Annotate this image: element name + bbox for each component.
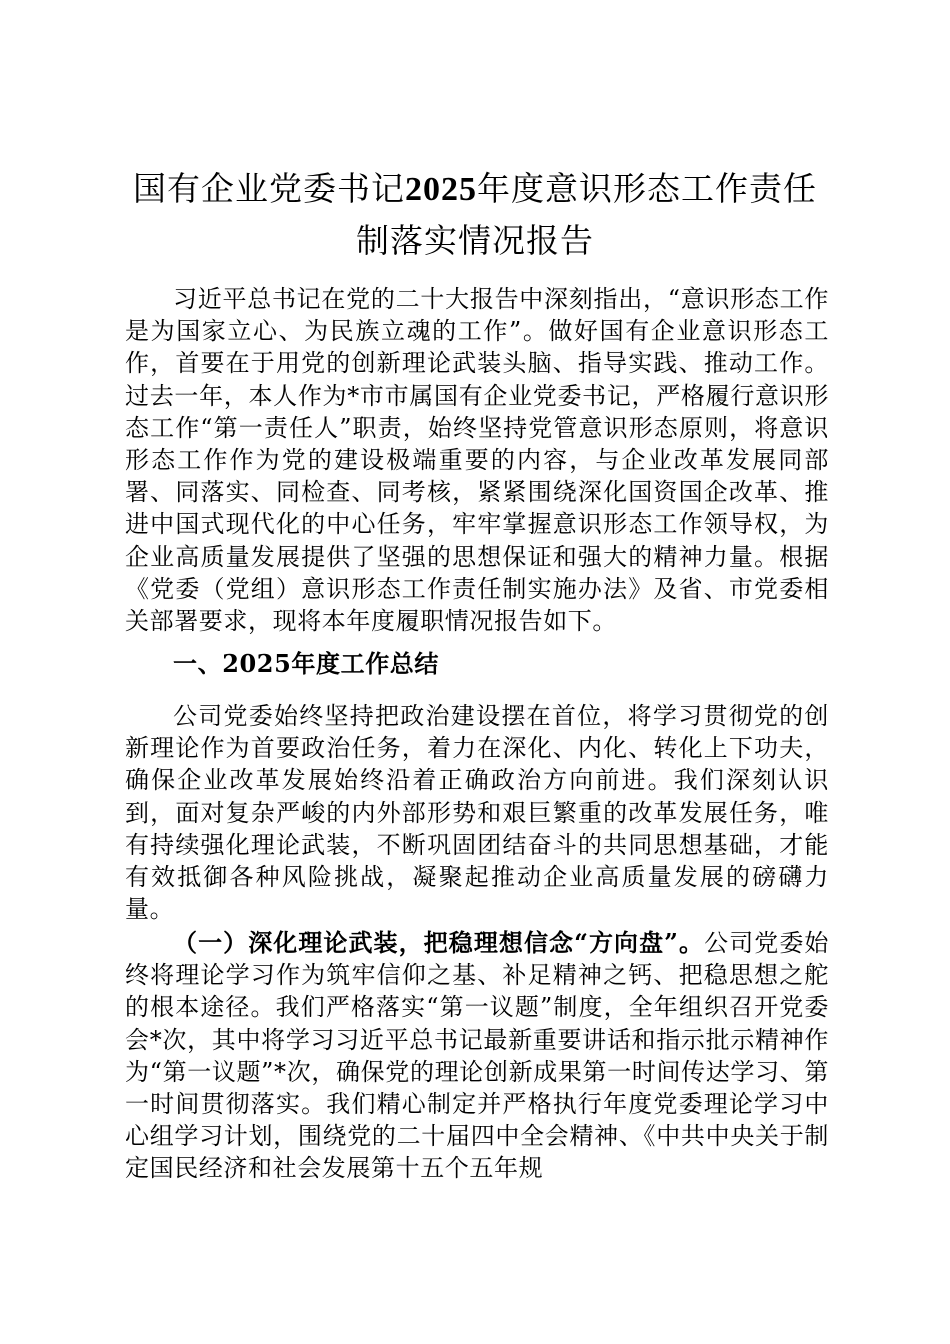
title-part-1: 国有企业党委书记 <box>133 169 405 208</box>
subsection-paragraph-1 <box>125 927 829 1185</box>
title-part-2: 年度意识形态工作责任制落实情况报告 <box>356 169 817 260</box>
intro-paragraph: 习近平总书记在党的二十大报告中深刻指出，“意识形态工作是为国家立心、为民族立魂的工作”。做好国有企业意识形态工作，首要在于用党的创新理论武装头脑、指导实践、推动工作。过去一年，本人作为*市市属国有企业党委书记，严格履行意识形态工作“第一责任人”职责，始终坚持党管意识形态原则，将意识形态工作作为党的建设极端重要的内容，与企业改革发展同部署、同落实、同检查、同考核，紧紧围绕深化国资国企改革、推进中国式现代化的中心任务，牢牢掌握意识形态工作领导权，为企业高质量发展提供了坚强的思想保证和强大的精神力量。根据《党委（党组）意识形态工作责任制实施办法》及省、市党委相关部署要求，现将本年度履职情况报告如下。 <box>125 285 829 636</box>
document-title <box>125 163 825 266</box>
title-year: 2025 <box>405 171 477 208</box>
subsection-text-1: 公司党委始终将理论学习作为筑牢信仰之基、补足精神之钙、把稳思想之舵的根本途径。我们严格落实“第一议题”制度，全年组织召开党委会*次，其中将学习习近平总书记最新重要讲话和指示批示精神作为“第一议题”*次，确保党的理论创新成果第一时间传达学习、第一时间贯彻落实。我们精心制定并严格执行年度党委理论学习中心组学习计划，围绕党的二十届四中全会精神、《中共中央关于制定国民经济和社会发展第十五个五年规 <box>125 929 829 1183</box>
summary-paragraph: 公司党委始终坚持把政治建设摆在首位，将学习贯彻党的创新理论作为首要政治任务，着力在深化、内化、转化上下功夫，确保企业改革发展始终沿着正确政治方向前进。我们深刻认识到，面对复杂严峻的内外部形势和艰巨繁重的改革发展任务，唯有持续强化理论武装，不断巩固团结奋斗的共同思想基础，才能有效抵御各种风险挑战，凝聚起推动企业高质量发展的磅礴力量。 <box>125 702 829 924</box>
subsection-lead-1: （一）深化理论武装，把稳理想信念“方向盘”。 <box>173 928 705 957</box>
section-heading-1: 一、2025年度工作总结 <box>173 649 439 678</box>
